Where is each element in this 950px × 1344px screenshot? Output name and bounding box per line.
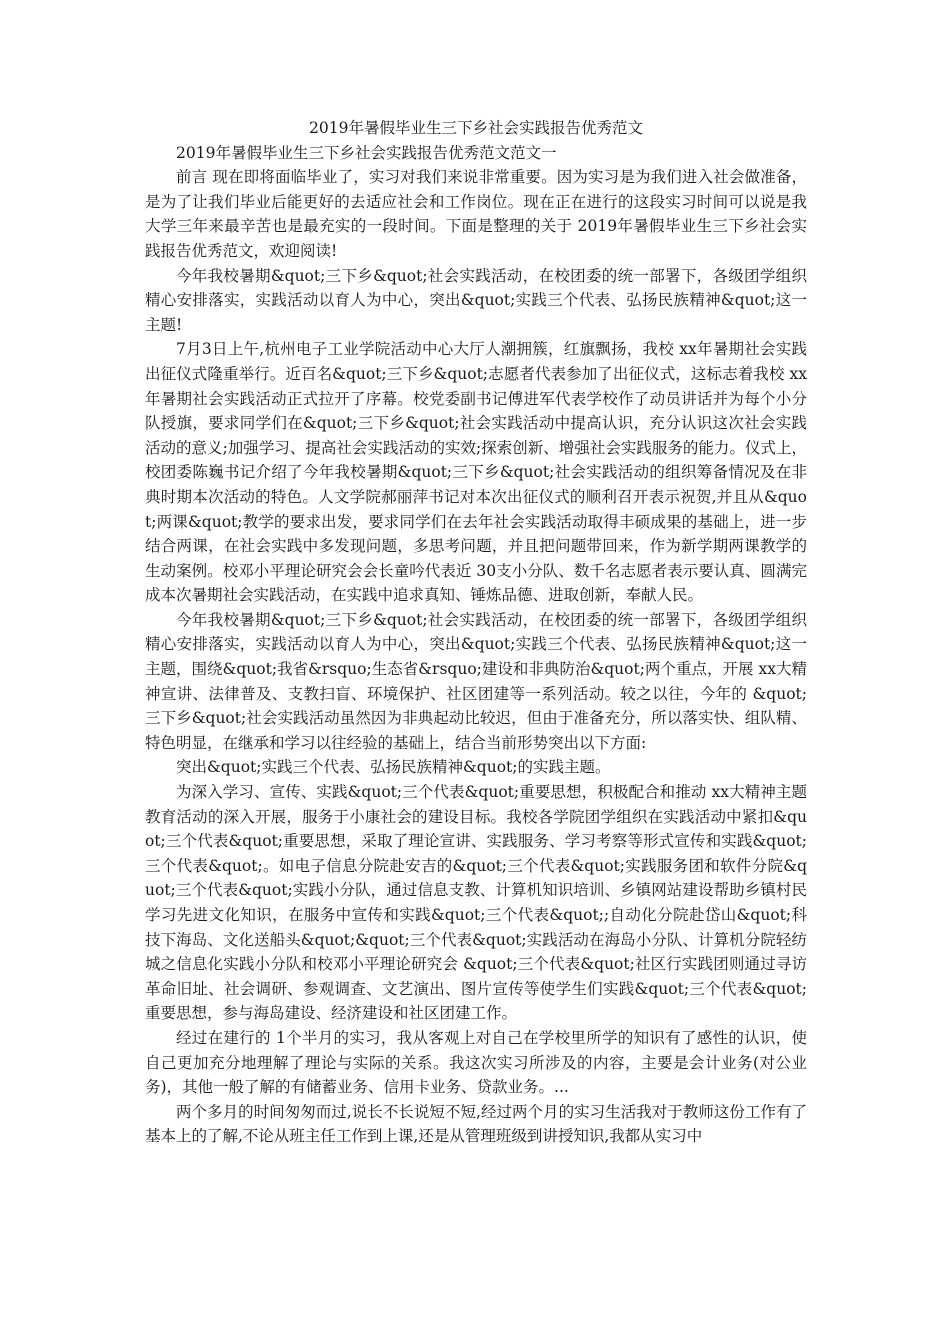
document-title: 2019年暑假毕业生三下乡社会实践报告优秀范文 (309, 119, 643, 137)
body-paragraph: 突出&quot;实践三个代表、弘扬民族精神&quot;的实践主题。 (176, 758, 611, 777)
body-paragraph: 7月3日上午,杭州电子工业学院活动中心大厅人潮拥簇，红旗飘扬，我校 xx年暑期社会实践出征仪式隆重举行。近百名&quot;三下乡&quot;志愿者代表参加了出征仪式，这标志着我校 xx年暑期社会实践活动正式拉开了序幕。校党委副书记傅进军代表学校作了动员讲话并为每个小分队授旗，要求同学们在&quot;三下乡&quot;社会实践活动中提高认识，充分认识这次社会实践活动的意义;加强学习、提高社会实践活动的实效;探索创新、增强社会实践服务的能力。仪式上，校团委陈巍书记介绍了今年我校暑期&quot;三下乡&quot;社会实践活动的组织筹备情况及在非典时期本次活动的特色。人文学院郝丽萍书记对本次出征仪式的顺利召开表示祝贺,并且从&quot;两课&quot;教学的要求出发，要求同学们在去年社会实践活动取得丰硕成果的基础上，进一步结合两课，在社会实践中多发现问题，多思考问题，并且把问题带回来，作为新学期两课教学的生动案例。校邓小平理论研究会会长童吟代表近 30支小分队、数千名志愿者表示要认真、圆满完成本次暑期社会实践活动，在实践中追求真知、锤炼品德、进取创新，奉献人民。 (145, 340, 807, 605)
subtitle-paragraph: 2019年暑假毕业生三下乡社会实践报告优秀范文范文一 (176, 143, 557, 162)
body-paragraph: 经过在建行的 1个半月的实习，我从客观上对自己在学校里所学的知识有了感性的认识，使自己更加充分地理解了理论与实际的关系。我这次实习所涉及的内容，主要是会计业务(对公业务)，其他一般了解的有储蓄业务、信用卡业务、贷款业务。... (145, 1028, 807, 1097)
preface-paragraph: 前言 现在即将面临毕业了，实习对我们来说非常重要。因为实习是为我们进入社会做准备，是为了让我们毕业后能更好的去适应社会和工作岗位。现在正在进行的这段实习时间可以说是我大学三年来最辛苦也是最充实的一段时间。下面是整理的关于 2019年暑假毕业生三下乡社会实践报告优秀范文，欢迎阅读! (145, 168, 807, 260)
body-paragraph: 今年我校暑期&quot;三下乡&quot;社会实践活动，在校团委的统一部署下，各级团学组织精心安排落实，实践活动以育人为中心，突出&quot;实践三个代表、弘扬民族精神&quot;这一主题! (145, 266, 807, 334)
body-paragraph: 两个多月的时间匆匆而过,说长不长说短不短,经过两个月的实习生活我对于教师这份工作有了基本上的了解,不论从班主任工作到上课,还是从管理班级到讲授知识,我都从实习中 (145, 1102, 807, 1146)
body-paragraph: 为深入学习、宣传、实践&quot;三个代表&quot;重要思想，积极配合和推动 xx大精神主题教育活动的深入开展，服务于小康社会的建设目标。我校各学院团学组织在实践活动中紧扣&quot;三个代表&quot;重要思想，采取了理论宣讲、实践服务、学习考察等形式宣传和实践&quot;三个代表&quot;。如电子信息分院赴安吉的&quot;三个代表&quot;实践服务团和软件分院&quot;三个代表&quot;实践小分队，通过信息支教、计算机知识培训、乡镇网站建设帮助乡镇村民学习先进文化知识，在服务中宣传和实践&quot;三个代表&quot;;自动化分院赴岱山&quot;科技下海岛、文化送船头&quot;&quot;三个代表&quot;实践活动在海岛小分队、计算机分院轻纺城之信息化实践小分队和校邓小平理论研究会 &quot;三个代表&quot;社区行实践团则通过寻访革命旧址、社会调研、参观调查、文艺演出、图片宣传等使学生们实践&quot;三个代表&quot;重要思想，参与海岛建设、经济建设和社区团建工作。 (145, 783, 807, 1023)
document-page (145, 116, 807, 1149)
body-paragraph: 今年我校暑期&quot;三下乡&quot;社会实践活动，在校团委的统一部署下，各级团学组织精心安排落实，实践活动以育人为中心，突出&quot;实践三个代表、弘扬民族精神&quot;这一主题，围绕&quot;我省&rsquo;生态省&rsquo;建设和非典防治&quot;两个重点，开展 xx大精神宣讲、法律普及、支教扫盲、环境保护、社区团建等一系列活动。较之以往，今年的 &quot;三下乡&quot;社会实践活动虽然因为非典起动比较迟，但由于准备充分，所以落实快、组队精、特色明显，在继承和学习以往经验的基础上，结合当前形势突出以下方面: (145, 610, 807, 752)
